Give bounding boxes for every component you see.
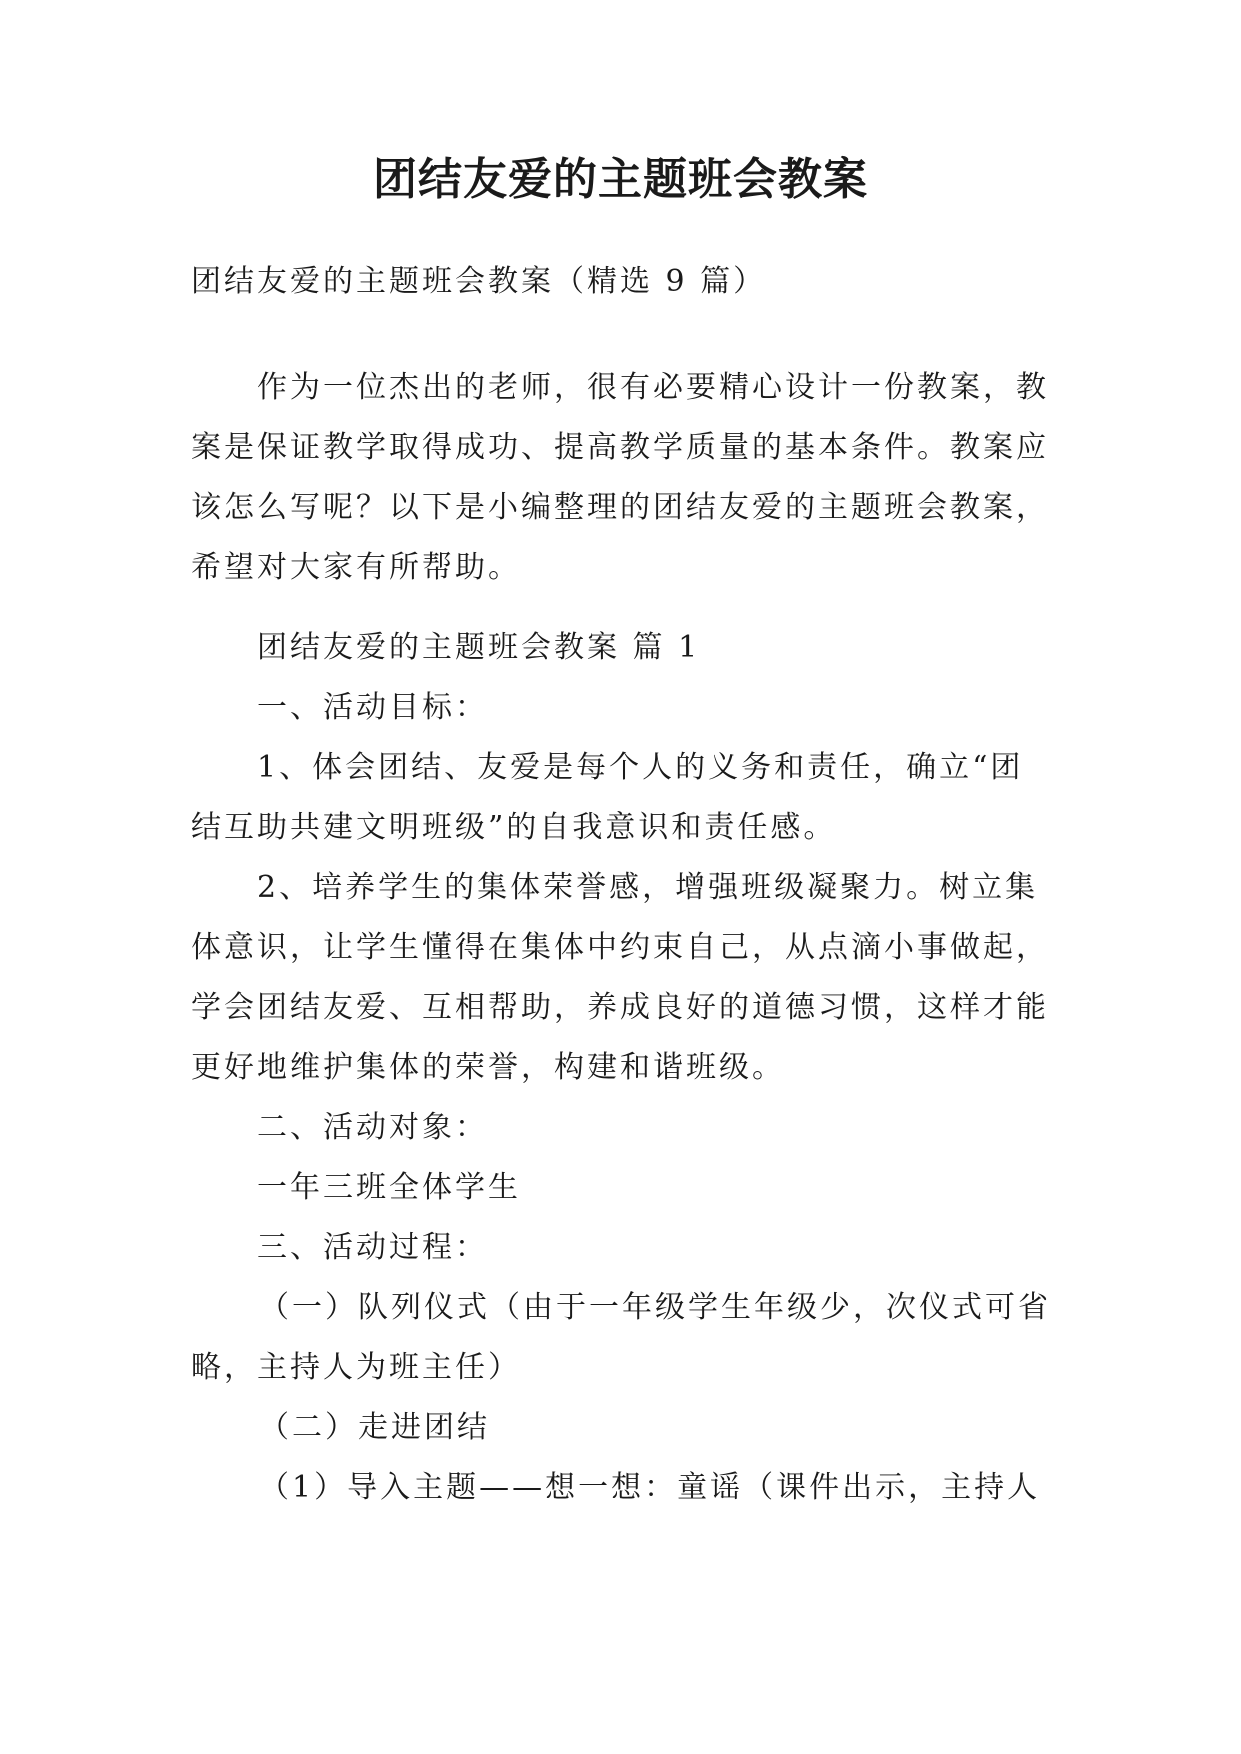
content-line: 二、活动对象：: [257, 1110, 488, 1145]
intro-line: 作为一位杰出的老师，很有必要精心设计一份教案，教: [257, 370, 1049, 405]
content-line: 更好地维护集体的荣誉，构建和谐班级。: [191, 1050, 785, 1085]
content-line: （1）导入主题——想一想：童谣（课件出示，主持人: [259, 1470, 1041, 1505]
document-title: 团结友爱的主题班会教案: [373, 154, 868, 205]
intro-line: 该怎么写呢？以下是小编整理的团结友爱的主题班会教案，: [191, 490, 1049, 525]
intro-line: 案是保证教学取得成功、提高教学质量的基本条件。教案应: [191, 430, 1049, 465]
content-line: 一年三班全体学生: [257, 1170, 521, 1205]
content-line: 体意识，让学生懂得在集体中约束自己，从点滴小事做起，: [191, 930, 1049, 965]
content-line: 2、培养学生的集体荣誉感，增强班级凝聚力。树立集: [257, 870, 1039, 905]
content-line: 一、活动目标：: [257, 690, 488, 725]
content-line: 三、活动过程：: [257, 1230, 488, 1265]
intro-line: 希望对大家有所帮助。: [191, 550, 521, 585]
content-line: 学会团结友爱、互相帮助，养成良好的道德习惯，这样才能: [191, 990, 1049, 1025]
subtitle-line: 团结友爱的主题班会教案（精选 9 篇）: [191, 264, 767, 299]
content-line: 结互助共建文明班级”的自我意识和责任感。: [191, 810, 837, 845]
content-line: 略，主持人为班主任）: [191, 1350, 521, 1385]
document-subtitle: [191, 252, 1057, 312]
section-heading: 团结友爱的主题班会教案 篇 1: [257, 630, 701, 665]
content-line: （一）队列仪式（由于一年级学生年级少，次仪式可省: [259, 1290, 1051, 1325]
section-content: [191, 618, 1057, 1518]
content-line: 1、体会团结、友爱是每个人的义务和责任，确立“团: [257, 750, 1024, 785]
intro-paragraph: [191, 358, 1057, 598]
content-line: （二）走进团结: [259, 1410, 490, 1445]
